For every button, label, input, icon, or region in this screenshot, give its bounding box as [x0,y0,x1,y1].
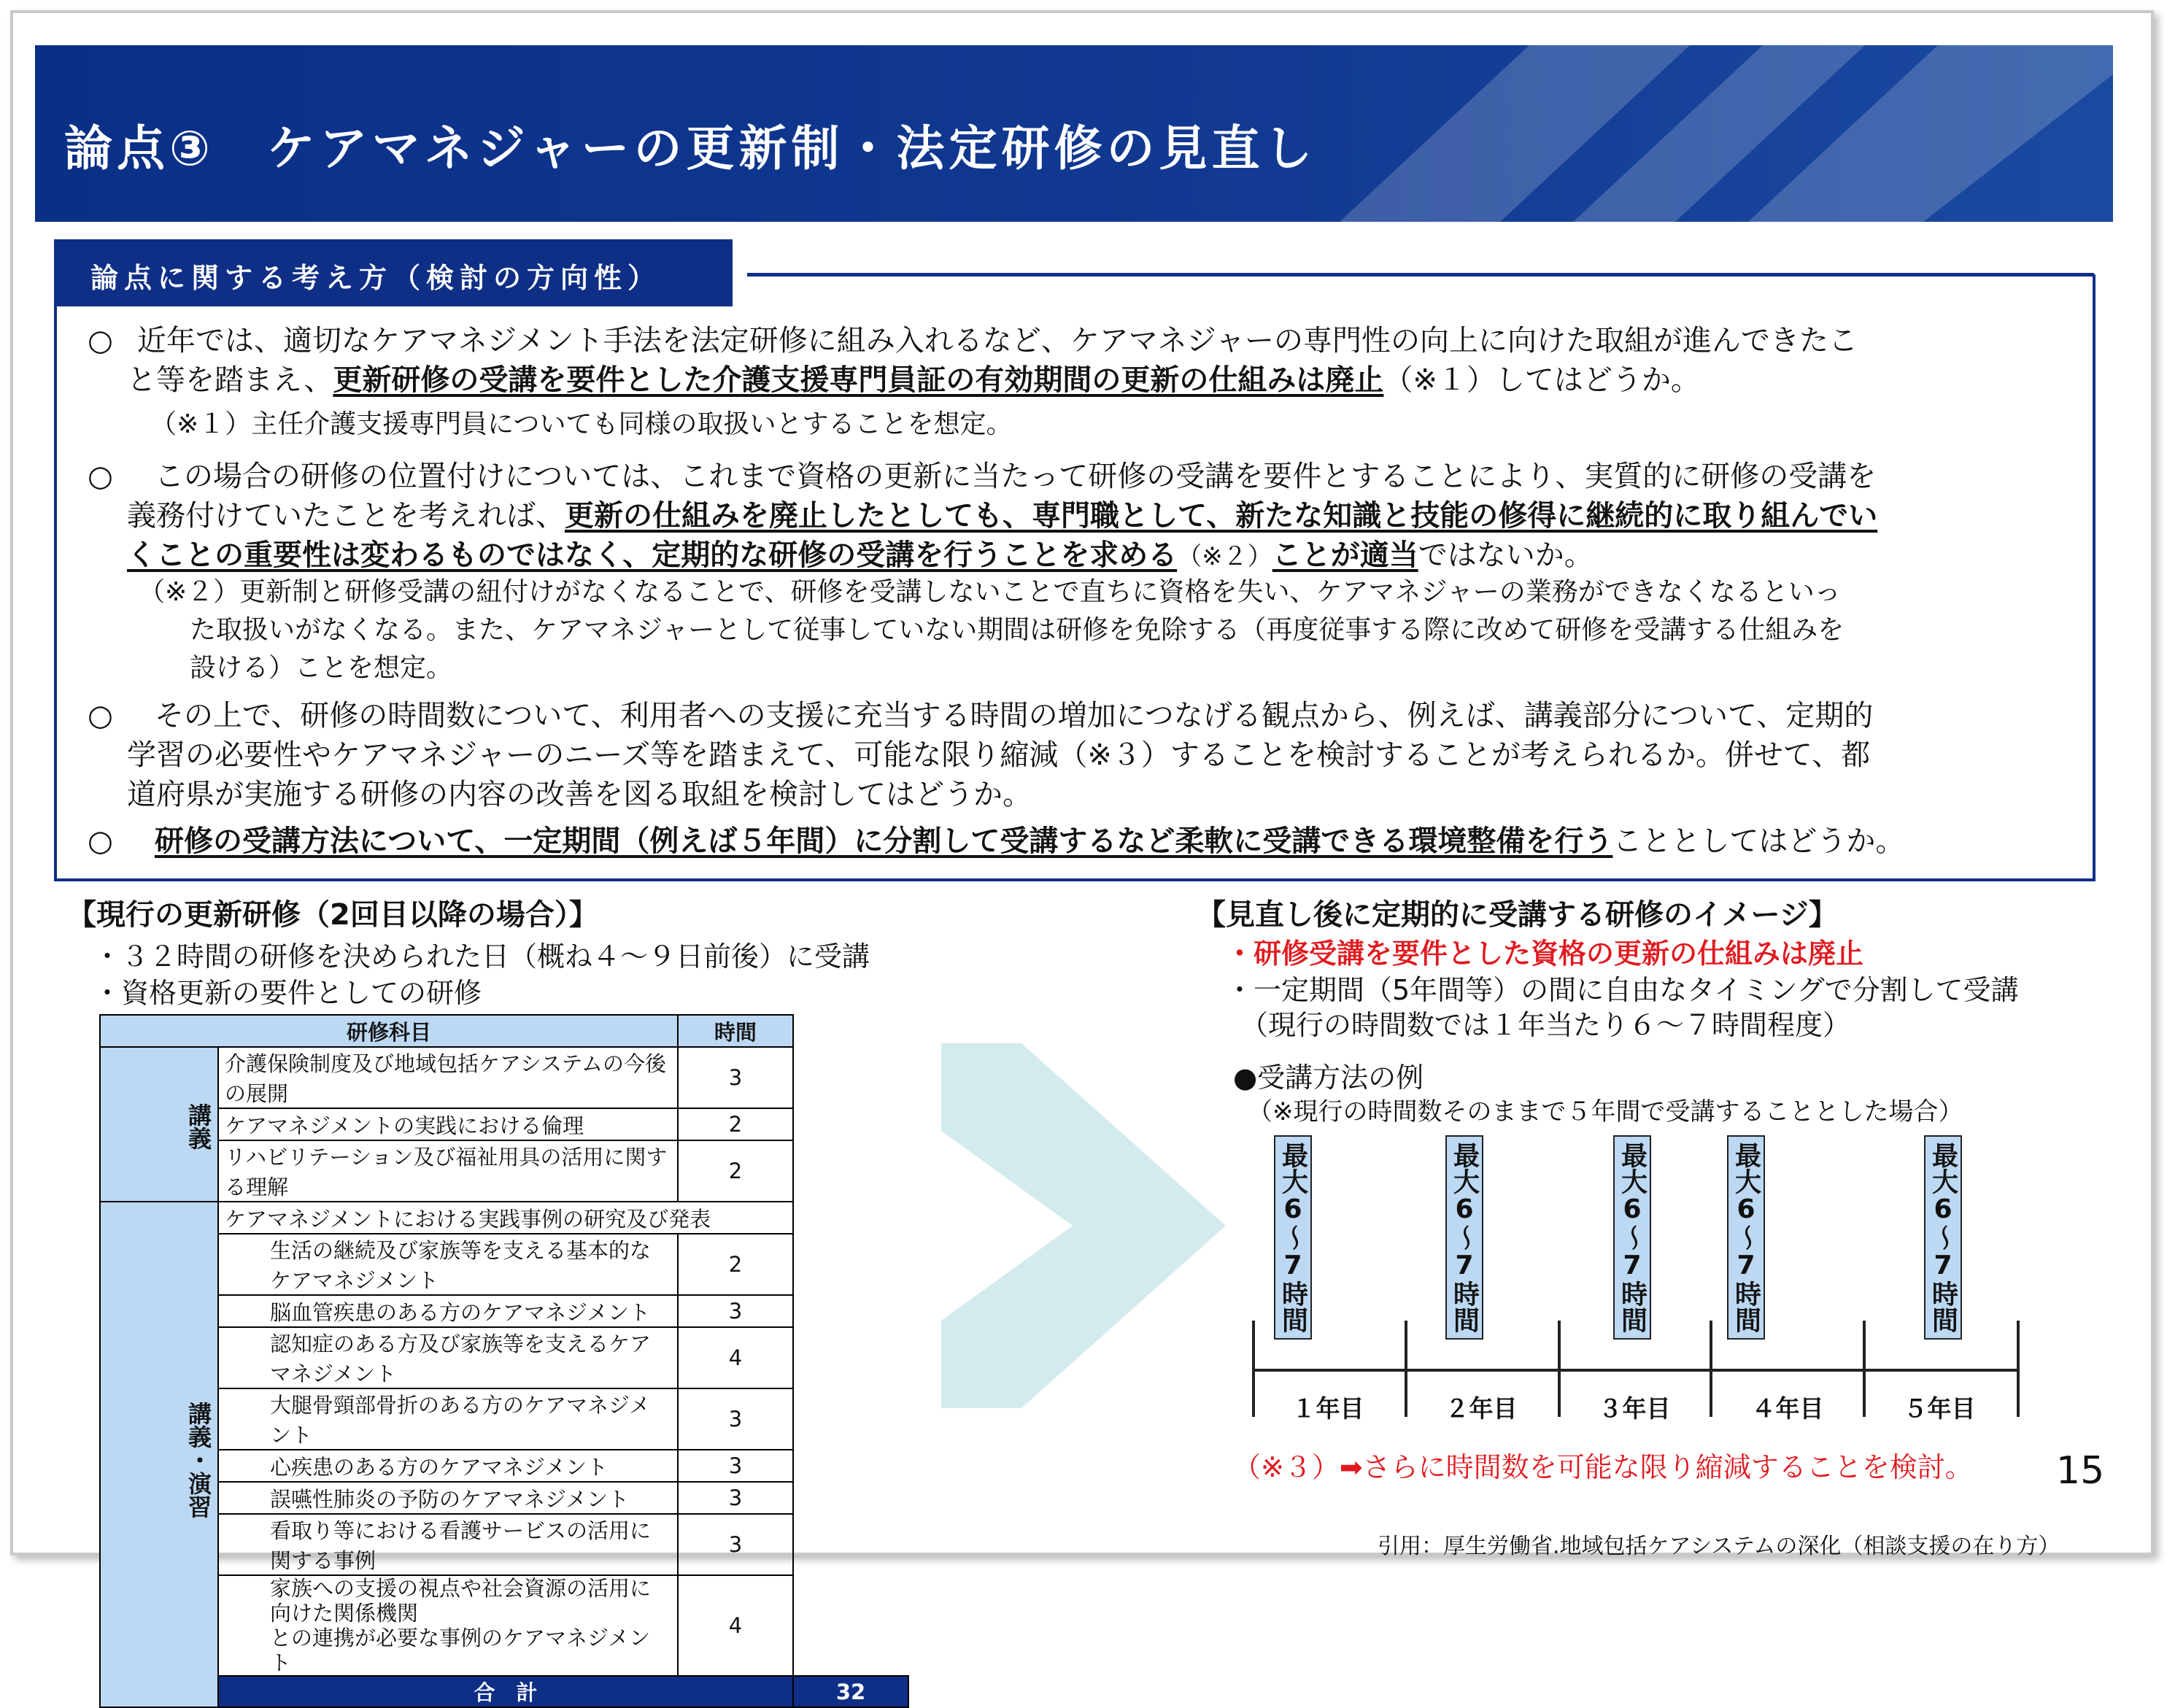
paragraph-3-line-3: 道府県が実施する研修の内容の改善を図る取組を検討してはどうか。 [127,778,1032,811]
paragraph-3-line-1: ○ その上で、研修の時間数について、利用者への支援に充当する時間の増加につなげる観点から、例えば、講義部分について、定期的 [88,696,2072,735]
emphasis-abolish-renewal: 更新研修の受講を要件とした介護支援専門員証の有効期間の更新の仕組みは廃止 [333,363,1384,397]
right-arrow-icon: ➡ [1339,1451,1363,1483]
title-bar-decoration [1310,45,2113,222]
page-number: 15 [2056,1449,2105,1493]
note-1: （※１）主任介護支援専門員についても同様の取扱いとすることを想定。 [150,409,1013,439]
note-2-line-2: た取扱いがなくなる。また、ケアマネジャーとして従事していない期間は研修を免除する（再度従事する際に改めて研修を受講する仕組みを [190,615,1845,645]
paragraph-2-line-2: 義務付けていたことを考えれば、更新の仕組みを廃止したとしても、専門職として、新たな知識と技能の修得に継続的に取り組んでい [127,499,1878,533]
category-lecture-practice: 講義・演習 [100,1202,218,1707]
year-label: ３年目 [1598,1394,1671,1423]
max-hours-box: 最大6〜7時間 [1924,1135,1962,1340]
timeline-tick [1558,1321,1561,1417]
category-lecture: 講義 [100,1047,218,1202]
timeline-tick [1405,1321,1407,1417]
paragraph-4: ○ 研修の受講方法について、一定期間（例えば５年間）に分割して受講するなど柔軟に受講できる環境整備を行うこととしてはどうか。 [88,822,2072,861]
header-subject: 研修科目 [100,1015,678,1047]
right-heading: 【見直し後に定期的に受講する研修のイメージ】 [1197,898,1838,932]
paragraph-1-line-2: と等を踏まえ、更新研修の受講を要件とした介護支援専門員証の有効期間の更新の仕組みは廃止（※１）してはどうか。 [127,363,1700,397]
paragraph-3-line-2: 学習の必要性やケアマネジャーのニーズ等を踏まえて、可能な限り縮減（※３）することを検討することが考えられるか。併せて、都 [127,738,1871,772]
transition-arrow-icon [941,1043,1226,1408]
paragraph-1-line-1: ○ 近年では、適切なケアマネジメント手法を法定研修に組み入れるなど、ケアマネジャーの専門性の向上に向けた取組が進んできたこ [88,321,2072,360]
note-2-line-1: （※２）更新制と研修受講の紐付けがなくなることで、研修を受講しないことで直ちに資格を失い、ケアマネジャーの業務ができなくなるといっ [139,577,1841,607]
right-line-2: （現行の時間数では１年当たり６～７時間程度） [1240,1009,1851,1041]
table-row [100,1202,908,1234]
table-row: 心疾患のある方のケアマネジメント 3 [100,1450,908,1482]
bullet-circle: ○ [88,460,113,493]
training-table [99,1014,909,1708]
right-red-line: ・研修受講を要件とした資格の更新の仕組みは廃止 [1226,938,1864,970]
page-title: 論点③ ケアマネジャーの更新制・法定研修の見直し [64,120,1317,177]
table-total-row: 合 計 32 [100,1676,908,1707]
year-label: ２年目 [1445,1394,1518,1423]
timeline-axis [1254,1369,2020,1372]
bullet-circle: ○ [88,324,113,358]
table-row: 看取り等における看護サービスの活用に関する事例 3 [100,1514,908,1575]
right-line-1: ・一定期間（5年間等）の間に自由なタイミングで分割して受講 [1226,974,2019,1006]
left-heading: 【現行の更新研修（2回目以降の場合）】 [67,898,598,932]
cat2-header: ケアマネジメントにおける実践事例の研究及び発表 [218,1202,793,1234]
left-line-1: ・３２時間の研修を決められた日（概ね４～９日前後）に受講 [93,940,870,973]
table-row: ケアマネジメントの実践における倫理 2 [100,1108,908,1140]
max-hours-box: 最大6〜7時間 [1613,1135,1651,1340]
example-note: （※現行の時間数そのままで５年間で受講することとした場合） [1248,1097,1963,1127]
left-line-2: ・資格更新の要件としての研修 [93,977,482,1009]
paragraph-2-line-3: くことの重要性は変わるものではなく、定期的な研修の受講を行うことを求める（※２）ことが適当ではないか。 [127,538,1594,572]
max-hours-box: 最大6〜7時間 [1727,1135,1765,1340]
header-hours: 時間 [678,1015,793,1047]
section-tab-label: 論点に関する考え方（検討の方向性） [90,262,662,294]
bullet-circle: ○ [88,699,113,733]
paragraph-2-line-1: ○ この場合の研修の位置付けについては、これまで資格の更新に当たって研修の受講を要件とすることにより、実質的に研修の受講を [88,457,2072,496]
year-label: ５年目 [1903,1394,1976,1423]
citation: 引用：厚生労働省.地域包括ケアシステムの深化（相談支援の在り方） [1378,1534,2060,1559]
table-header-row [100,1015,908,1047]
footnote-3: （※３）➡さらに時間数を可能な限り縮減することを検討。 [1233,1451,1973,1483]
table-row: リハビリテーション及び福祉用具の活用に関する理解 2 [100,1140,908,1202]
note-2-line-3: 設ける）ことを想定。 [190,653,453,683]
table-row: 生活の継続及び家族等を支える基本的なケアマネジメント 2 [100,1234,908,1295]
timeline-tick [1710,1321,1712,1417]
table-row: 脳血管疾患のある方のケアマネジメント 3 [100,1295,908,1327]
example-heading: ●受講方法の例 [1233,1062,1424,1094]
table-row: 講義 介護保険制度及び地域包括ケアシステムの今後の展開 3 [100,1047,908,1108]
bullet-circle: ○ [88,824,113,858]
table-row: 認知症のある方及び家族等を支えるケアマネジメント 4 [100,1327,908,1388]
year-label: １年目 [1291,1394,1364,1423]
table-row: 家族への支援の視点や社会資源の活用に向けた関係機関 との連携が必要な事例のケアマネジメント 4 [100,1575,908,1676]
year-label: ４年目 [1751,1394,1824,1423]
max-hours-box: 最大6〜7時間 [1445,1135,1483,1340]
table-row: 誤嚥性肺炎の予防のケアマネジメント 3 [100,1482,908,1514]
max-hours-box: 最大6〜7時間 [1274,1135,1312,1340]
table-row: 大腿骨頸部骨折のある方のケアマネジメント 3 [100,1388,908,1450]
timeline-tick [2017,1321,2020,1417]
timeline-tick [1863,1321,1866,1417]
